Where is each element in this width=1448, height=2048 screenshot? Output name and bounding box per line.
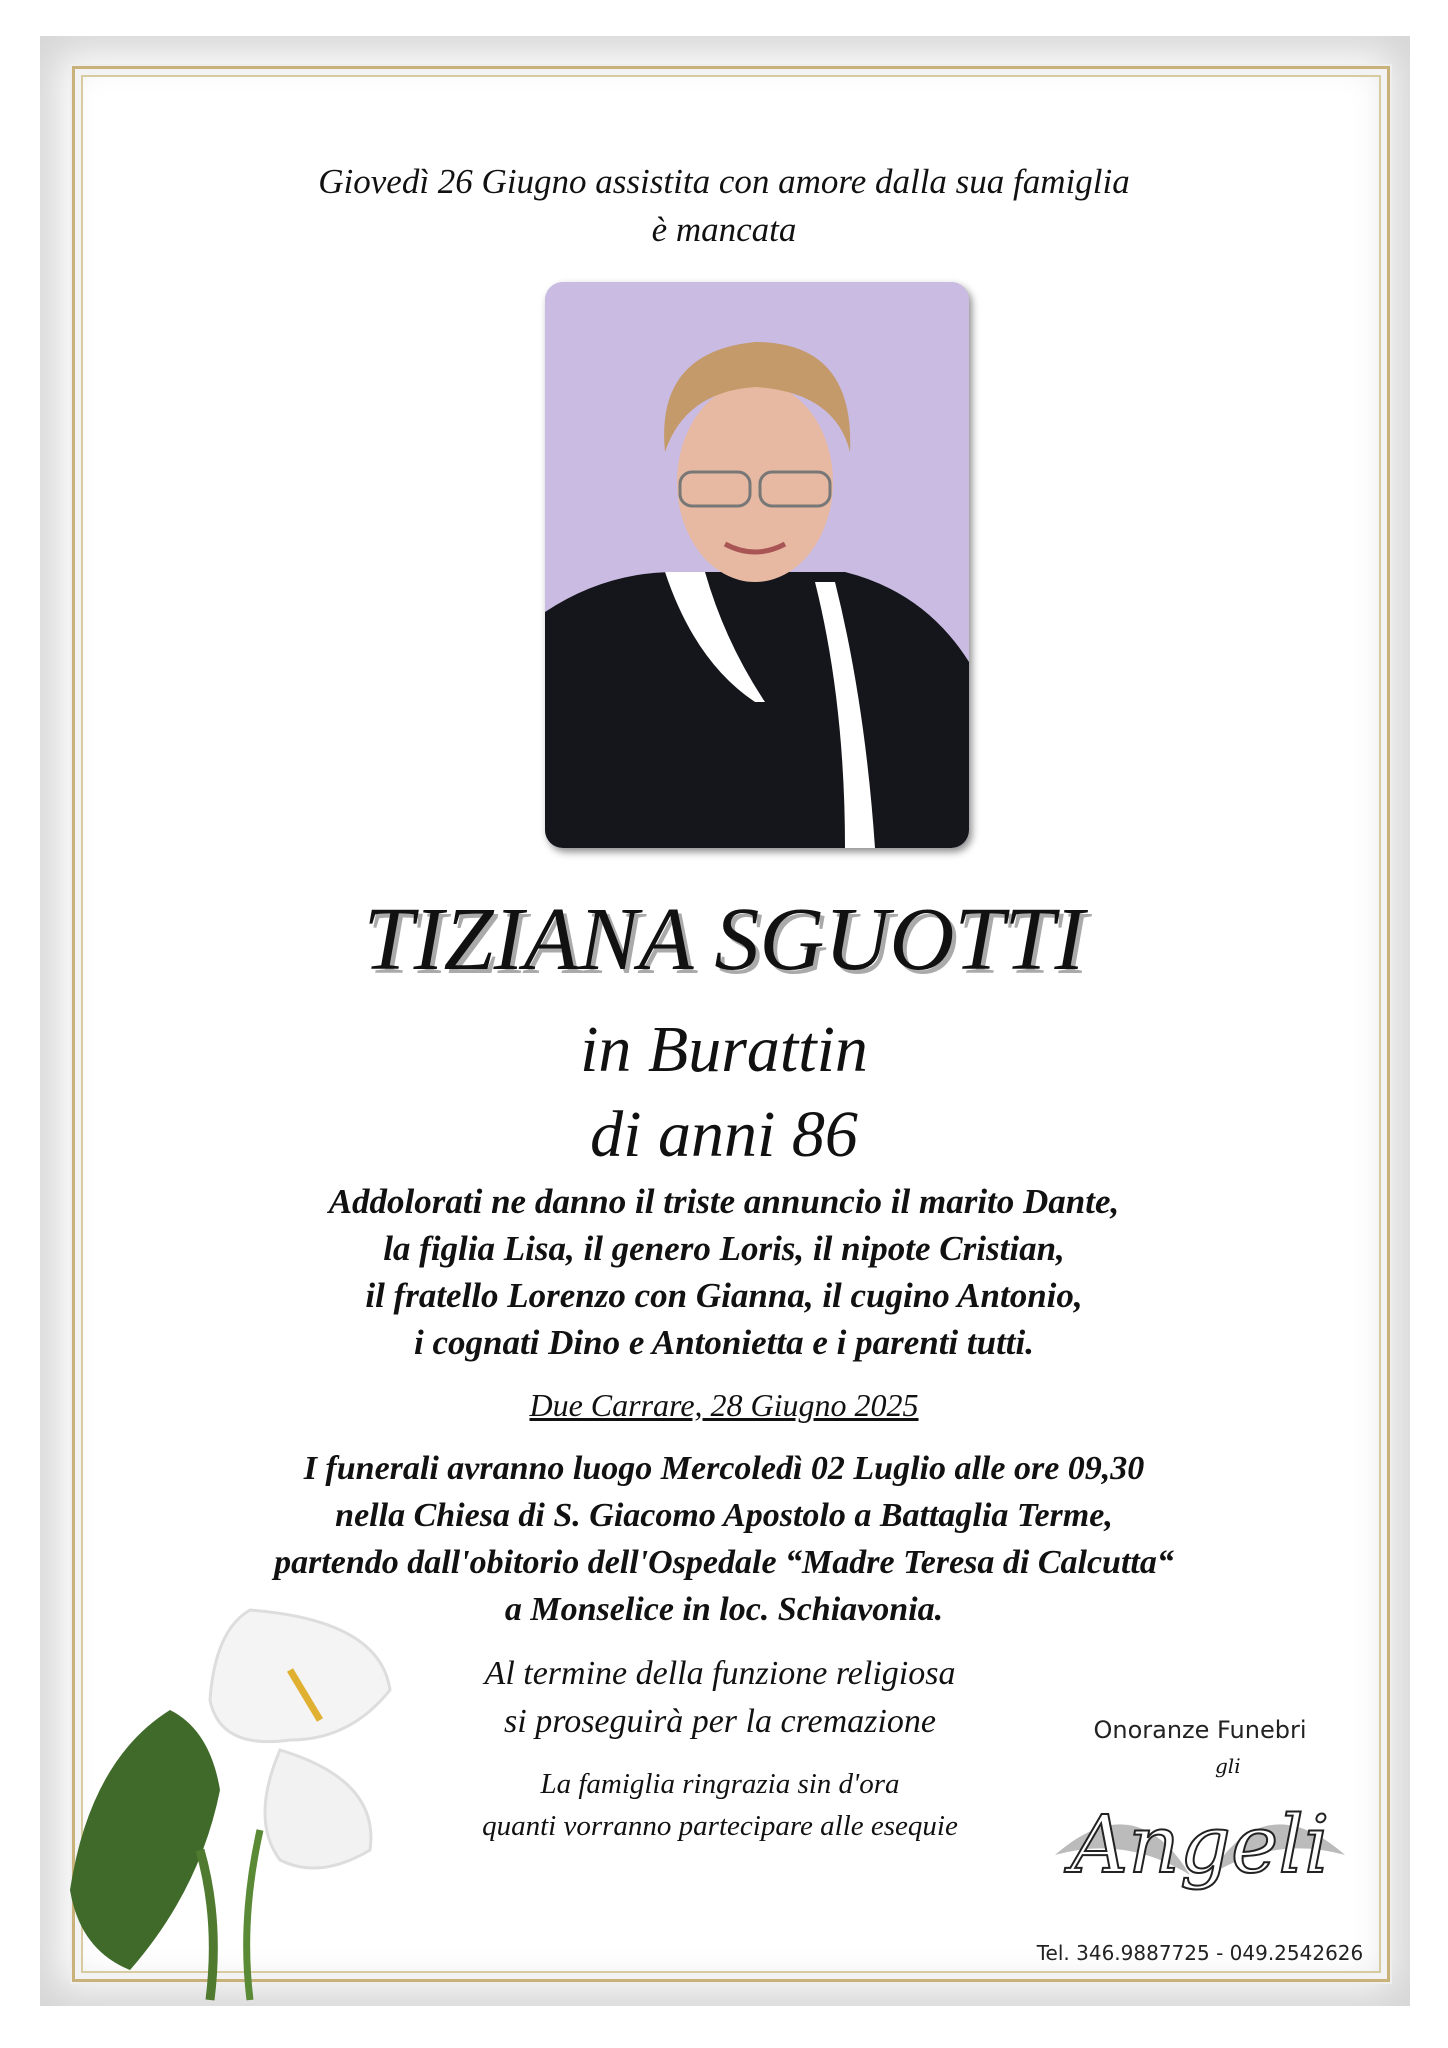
cremation-line: si proseguirà per la cremazione [504,1703,936,1740]
cremation-line: Al termine della funzione religiosa [484,1655,956,1692]
place-date [0,1385,1448,1425]
announcement-line: Addolorati ne danno il triste annuncio il marito Dante, [328,1182,1120,1221]
announcement-line: il fratello Lorenzo con Gianna, il cugino Antonio, [365,1276,1083,1315]
thanks-line: La famiglia ringrazia sin d'ora [540,1768,900,1800]
calla-lily-illustration [50,1590,410,2010]
funeral-home-phone: Tel. 346.9887725 - 049.2542626 [1036,1941,1364,1965]
deceased-name: TIZIANA SGUOTTI [363,890,1085,989]
intro-line: Giovedì 26 Giugno assistita con amore dalla sua famiglia [318,162,1130,201]
announcement [0,1178,1448,1366]
intro-line: è mancata [651,210,797,249]
logo-name-text: Angeli [1070,1798,1330,1891]
funeral-line: partendo dall'obitorio dell'Ospedale “Madre Teresa di Calcutta“ [274,1544,1174,1581]
age: di anni 86 [590,1098,858,1171]
thanks-line: quanti vorranno partecipare alle esequie [482,1810,958,1842]
announcement-line: la figlia Lisa, il genero Loris, il nipote Cristian, [383,1229,1065,1268]
thanks-note [430,1763,1010,1847]
intro-text [0,158,1448,254]
logo-small-text: gli [1215,1754,1241,1778]
funeral-line: a Monselice in loc. Schiavonia. [504,1591,944,1628]
married-name: in Burattin [580,1013,868,1086]
funeral-home-logo [1025,1715,1375,1965]
cremation-note [430,1650,1010,1746]
portrait-photo [545,282,969,848]
announcement-line: i cognati Dino e Antonietta e i parenti tutti. [413,1323,1035,1362]
funeral-line: nella Chiesa di S. Giacomo Apostolo a Battaglia Terme, [335,1497,1113,1534]
place-date-text: Due Carrare, 28 Giugno 2025 [529,1387,919,1423]
funeral-home-label: Onoranze Funebri [1093,1716,1307,1744]
angel-wings-logo [1025,1745,1375,1935]
funeral-line: I funerali avranno luogo Mercoledì 02 Luglio alle ore 09,30 [303,1450,1145,1487]
